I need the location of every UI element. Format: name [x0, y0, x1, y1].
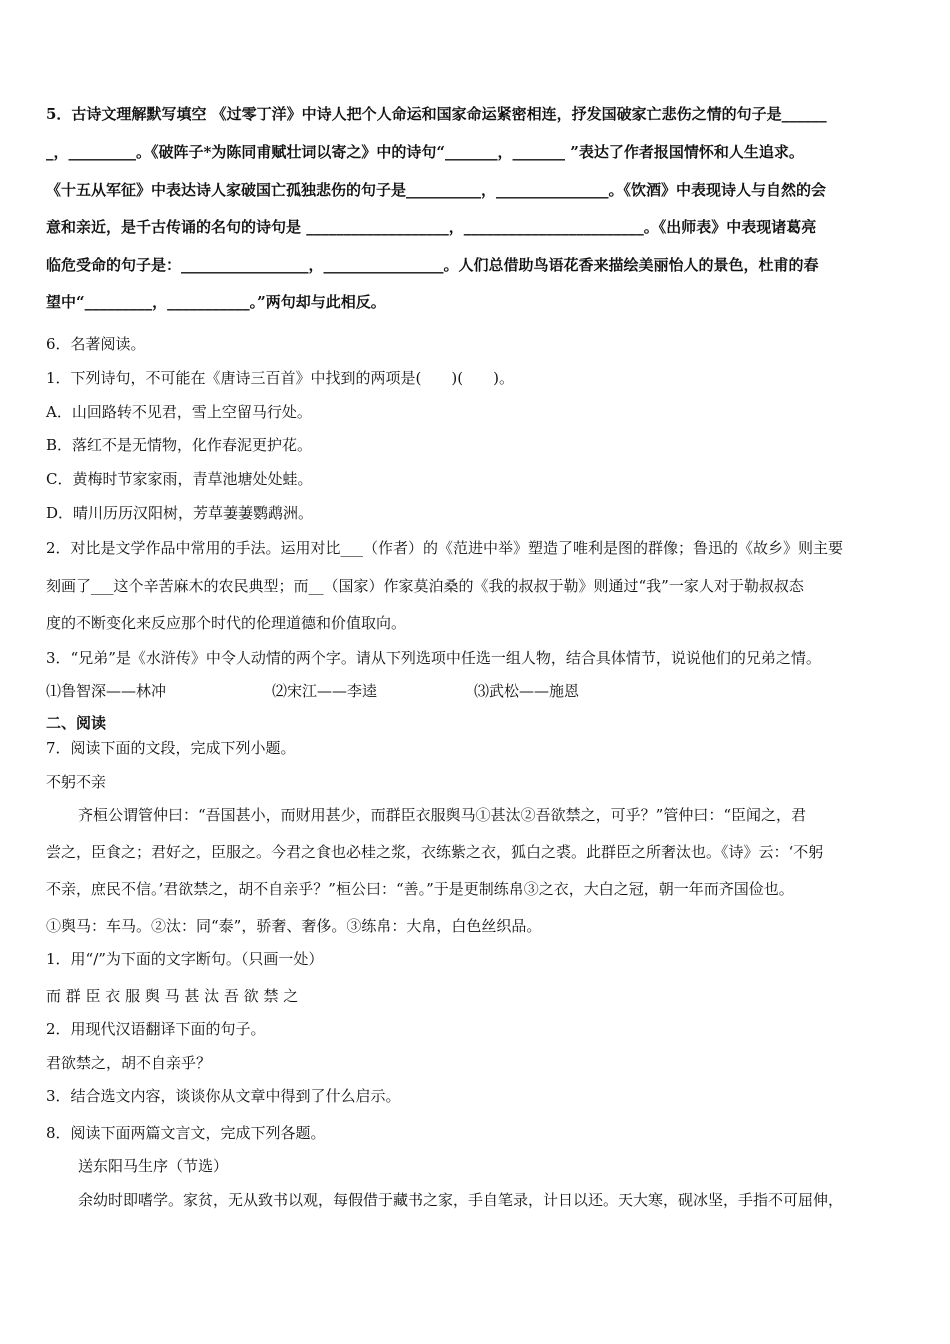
q6-sub3: 3．“兄弟”是《水浒传》中令人动情的两个字。请从下列选项中任选一组人物，结合具体情节，说说他们的兄弟之情。 — [46, 649, 821, 667]
q6-option-d: D．晴川历历汉阳树，芳草萋萋鹦鹉洲。 — [46, 504, 314, 522]
q6-choice-2: ⑵宋江——李逵 — [272, 682, 378, 700]
q6-sub2-line-2: 刻画了___这个辛苦麻木的农民典型；而__（国家）作家莫泊桑的《我的叔叔于勒》则通过“我”一家人对于勒叔叔态 — [46, 577, 804, 595]
q7-passage-line-2: 尝之，臣食之；君好之，臣服之。今君之食也必桂之浆，衣练紫之衣，狐白之裘。此群臣之所奢汰也。《诗》云：‘不躬 — [46, 843, 824, 861]
q7-passage-line-3: 不亲，庶民不信。’君欲禁之，胡不自亲乎？”桓公曰：“善。”于是更制练帛③之衣，大白之冠，朝一年而齐国俭也。 — [46, 880, 794, 898]
q8-passage-line-1: 余幼时即嗜学。家贫，无从致书以观，每假借于藏书之家，手自笔录，计日以还。天大寒，砚冰坚，手指不可屈伸， — [78, 1191, 844, 1209]
q7-sub1: 1．用“/”为下面的文字断句。（只画一处） — [46, 950, 324, 968]
q7-title: 7．阅读下面的文段，完成下列小题。 — [46, 739, 296, 757]
q5-line-6: 望中“_________，___________。”两句却与此相反。 — [46, 293, 386, 311]
q8-passage-title: 送东阳马生序（节选） — [78, 1157, 229, 1175]
q6-option-c: C．黄梅时节家家雨，青草池塘处处蛙。 — [46, 470, 313, 488]
q7-sub1-text: 而 群 臣 衣 服 舆 马 甚 汰 吾 欲 禁 之 — [46, 987, 299, 1005]
q5-line-3: 《十五从军征》中表达诗人家破国亡孤独悲伤的句子是__________，_______________。《饮酒》中表现诗人与自然的会 — [46, 181, 827, 199]
q7-sub2: 2．用现代汉语翻译下面的句子。 — [46, 1020, 266, 1038]
q7-passage-line-1: 齐桓公谓管仲曰：“吾国甚小，而财用甚少，而群臣衣服舆马①甚汰②吾欲禁之，可乎？”管仲曰：“臣闻之，君 — [78, 806, 807, 824]
q6-choice-3: ⑶武松——施恩 — [474, 682, 580, 700]
q6-option-a: A．山回路转不见君，雪上空留马行处。 — [46, 403, 312, 421]
q6-sub2-line-1: 2．对比是文学作品中常用的手法。运用对比___（作者）的《范进中举》塑造了唯利是图的群像；鲁迅的《故乡》则主要 — [46, 539, 844, 557]
q5-line-1: 5．古诗文理解默写填空 《过零丁洋》中诗人把个人命运和国家命运紧密相连，抒发国破家亡悲伤之情的句子是______ — [46, 105, 827, 123]
q7-notes: ①舆马：车马。②汰：同“泰”，骄奢、奢侈。③练帛：大帛，白色丝织品。 — [46, 917, 542, 935]
q7-sub2-text: 君欲禁之，胡不自亲乎？ — [46, 1054, 212, 1072]
section-heading: 二、阅读 — [46, 714, 107, 732]
q6-sub2-line-3: 度的不断变化来反应那个时代的伦理道德和价值取向。 — [46, 614, 407, 632]
q8-title: 8．阅读下面两篇文言文，完成下列各题。 — [46, 1124, 326, 1142]
q5-line-5: 临危受命的句子是：_________________，________________。人们总借助鸟语花香来描绘美丽怡人的景色，杜甫的春 — [46, 256, 819, 274]
q5-line-4: 意和亲近，是千古传诵的名句的诗句是 ___________________，________________________。《出师表》中表现诸葛亮 — [46, 218, 817, 236]
q6-sub1: 1．下列诗句，不可能在《唐诗三百首》中找到的两项是( )( )。 — [46, 369, 514, 387]
q6-choice-1: ⑴鲁智深——林冲 — [46, 682, 167, 700]
q7-sub3: 3．结合选文内容，谈谈你从文章中得到了什么启示。 — [46, 1087, 401, 1105]
q5-line-2: _，_________。《破阵子*为陈同甫赋壮词以寄之》中的诗句“_______，_______ ”表达了作者报国情怀和人生追求。 — [46, 143, 804, 161]
q7-passage-title: 不躬不亲 — [46, 773, 107, 791]
q6-title: 6．名著阅读。 — [46, 335, 146, 353]
q6-option-b: B．落红不是无情物，化作春泥更护花。 — [46, 436, 313, 454]
